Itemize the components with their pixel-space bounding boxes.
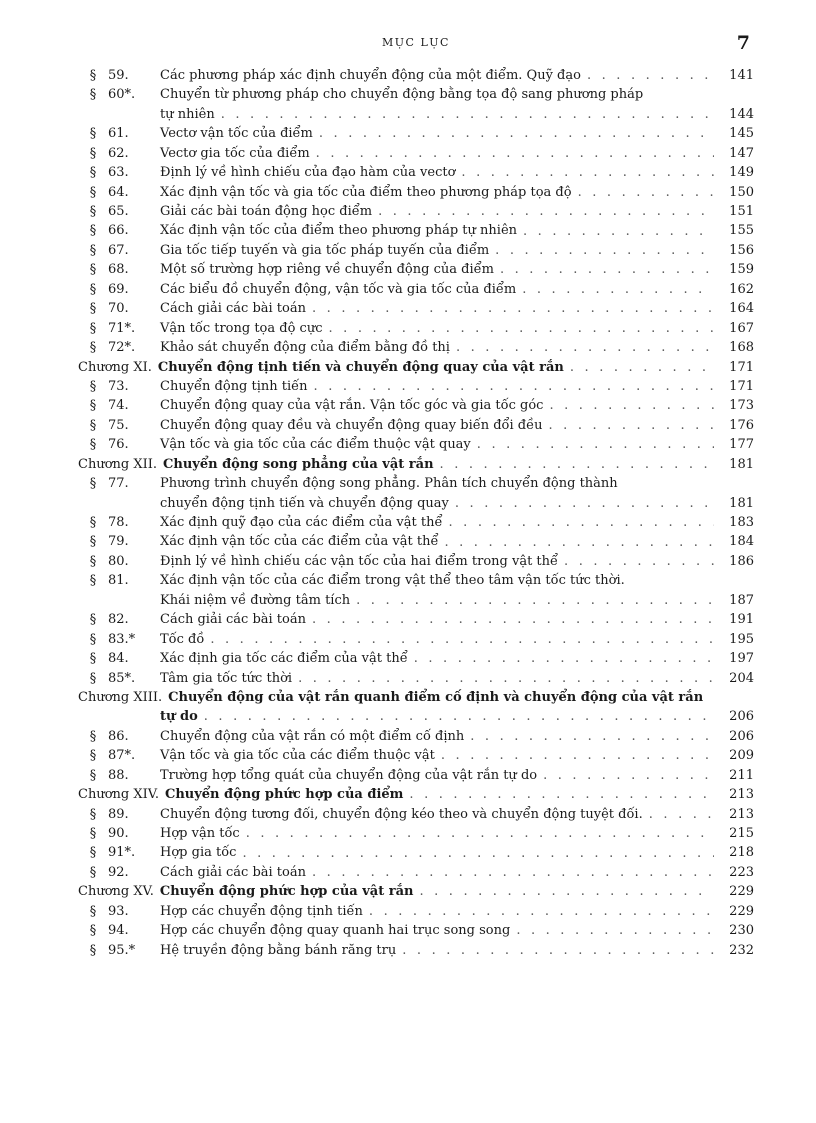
- section-number: 95.*: [108, 942, 136, 958]
- chapter-title: Chuyển động phức hợp của vật rắn: [159, 884, 414, 900]
- section-title: Xác định vận tốc và gia tốc của điểm theo phương pháp tọa độ: [160, 184, 572, 200]
- dot-leader: [578, 183, 714, 202]
- toc-section-row: [78, 766, 754, 785]
- page-ref: 168: [729, 340, 754, 356]
- dot-leader: [477, 435, 714, 454]
- toc-section-row: [78, 299, 754, 318]
- section-title: Phương trình chuyển động song phẳng. Phân tích chuyển động thành: [160, 476, 618, 492]
- section-number: 85*.: [108, 670, 136, 686]
- toc-continuation-row: [78, 707, 754, 726]
- toc-section-row: [78, 416, 754, 435]
- toc-chapter-row: [78, 882, 754, 901]
- page-ref: 181: [729, 495, 754, 511]
- section-title: Chuyển động tịnh tiến: [160, 378, 308, 394]
- section-number: 59.: [108, 67, 129, 83]
- toc-section-row: [78, 183, 754, 202]
- page-ref: 191: [729, 612, 754, 628]
- page-ref: 144: [729, 106, 754, 122]
- toc-chapter-row: [78, 688, 754, 707]
- chapter-title: Chuyển động song phẳng của vật rắn: [163, 456, 434, 472]
- section-symbol: §: [89, 826, 97, 842]
- section-symbol: §: [89, 748, 97, 764]
- dot-leader: [649, 805, 714, 824]
- section-title: Hợp vận tốc: [160, 826, 240, 842]
- dot-leader: [356, 591, 714, 610]
- page-ref: 218: [729, 845, 754, 861]
- toc-chapter-row: [78, 358, 754, 377]
- section-symbol: §: [89, 942, 97, 958]
- page-ref: 171: [729, 359, 754, 375]
- dot-leader: [312, 610, 714, 629]
- page-ref: 155: [729, 223, 754, 239]
- dot-leader: [495, 241, 714, 260]
- section-number: 91*.: [108, 845, 136, 861]
- page-ref: 141: [729, 67, 754, 83]
- dot-leader: [570, 358, 714, 377]
- toc-chapter-row: [78, 785, 754, 804]
- section-number: 69.: [108, 281, 129, 297]
- dot-leader: [455, 494, 714, 513]
- section-title: Vectơ gia tốc của điểm: [160, 145, 310, 161]
- section-symbol: §: [89, 670, 97, 686]
- section-symbol: §: [89, 903, 97, 919]
- dot-leader: [312, 863, 714, 882]
- section-symbol: §: [89, 242, 97, 258]
- page-ref: 167: [729, 320, 754, 336]
- dot-leader: [549, 396, 714, 415]
- section-number: 82.: [108, 612, 129, 628]
- dot-leader: [419, 882, 714, 901]
- section-number: 61.: [108, 126, 129, 142]
- section-symbol: §: [89, 398, 97, 414]
- toc-section-row: [78, 805, 754, 824]
- toc-section-row: [78, 513, 754, 532]
- section-symbol: §: [89, 612, 97, 628]
- section-symbol: §: [89, 923, 97, 939]
- chapter-title: Chuyển động phức hợp của điểm: [164, 787, 404, 803]
- page-ref: 162: [729, 281, 754, 297]
- chapter-label: Chương XI.: [78, 359, 152, 375]
- page-ref: 187: [729, 592, 754, 608]
- section-symbol: §: [89, 845, 97, 861]
- page-ref: 230: [729, 923, 754, 939]
- section-number: 84.: [108, 651, 129, 667]
- toc-section-row: [78, 649, 754, 668]
- toc-chapter-row: [78, 455, 754, 474]
- toc-section-row: [78, 863, 754, 882]
- dot-leader: [312, 299, 714, 318]
- dot-leader: [414, 649, 714, 668]
- page-ref: 177: [729, 437, 754, 453]
- section-number: 77.: [108, 476, 129, 492]
- section-title: Hợp gia tốc: [160, 845, 237, 861]
- dot-leader: [522, 280, 714, 299]
- chapter-title: Chuyển động tịnh tiến và chuyển động quay của vật rắn: [157, 359, 564, 375]
- toc-section-row: [78, 921, 754, 940]
- page-ref: 195: [729, 631, 754, 647]
- table-of-contents: [78, 66, 754, 960]
- section-number: 94.: [108, 923, 129, 939]
- section-symbol: §: [89, 165, 97, 181]
- page-ref: 173: [729, 398, 754, 414]
- chapter-label: Chương XV.: [78, 884, 154, 900]
- toc-continuation-row: [78, 105, 754, 124]
- toc-section-row: [78, 746, 754, 765]
- page-ref: 149: [729, 165, 754, 181]
- page-ref: 197: [729, 651, 754, 667]
- dot-leader: [409, 785, 714, 804]
- dot-leader: [319, 124, 714, 143]
- section-symbol: §: [89, 553, 97, 569]
- section-title: Các phương pháp xác định chuyển động của một điểm. Quỹ đạo: [160, 67, 581, 83]
- section-symbol: §: [89, 378, 97, 394]
- toc-section-row: [78, 338, 754, 357]
- section-title: Cách giải các bài toán: [160, 864, 306, 880]
- section-number: 93.: [108, 903, 129, 919]
- page-ref: 232: [729, 942, 754, 958]
- section-number: 60*.: [108, 87, 136, 103]
- section-number: 62.: [108, 145, 129, 161]
- toc-section-row: [78, 824, 754, 843]
- section-title: Xác định vận tốc của điểm theo phương pháp tự nhiên: [160, 223, 518, 239]
- toc-section-row: [78, 319, 754, 338]
- section-title-continued: tự do: [160, 709, 198, 725]
- dot-leader: [448, 513, 714, 532]
- section-title: Hợp các chuyển động quay quanh hai trục song song: [160, 923, 511, 939]
- toc-section-row: [78, 124, 754, 143]
- section-number: 80.: [108, 553, 129, 569]
- section-symbol: §: [89, 320, 97, 336]
- section-symbol: §: [89, 281, 97, 297]
- section-title-continued: Khái niệm về đường tâm tích: [160, 592, 351, 608]
- page-ref: 147: [729, 145, 754, 161]
- page-ref: 211: [729, 767, 754, 783]
- section-number: 72*.: [108, 340, 136, 356]
- section-title: Hợp các chuyển động tịnh tiến: [160, 903, 363, 919]
- chapter-label: Chương XIV.: [78, 787, 159, 803]
- section-title: Xác định gia tốc các điểm của vật thể: [160, 651, 408, 667]
- toc-section-row: [78, 435, 754, 454]
- toc-section-row: [78, 377, 754, 396]
- toc-section-row: [78, 844, 754, 863]
- section-title: Hệ truyền động bằng bánh răng trụ: [160, 942, 397, 958]
- chapter-label: Chương XII.: [78, 456, 158, 472]
- dot-leader: [204, 707, 714, 726]
- section-symbol: §: [89, 417, 97, 433]
- dot-leader: [298, 669, 714, 688]
- section-title: Vận tốc trong tọa độ cực: [160, 320, 323, 336]
- page-ref: 215: [729, 826, 754, 842]
- toc-section-row: [78, 669, 754, 688]
- page-ref: 223: [729, 864, 754, 880]
- chapter-title: Chuyển động của vật rắn quanh điểm cố định và chuyển động của vật rắn: [168, 689, 704, 705]
- toc-section-row: [78, 66, 754, 85]
- dot-leader: [523, 222, 714, 241]
- section-number: 74.: [108, 398, 129, 414]
- page-ref: 213: [729, 806, 754, 822]
- dot-leader: [210, 630, 714, 649]
- toc-section-row: [78, 222, 754, 241]
- section-title: Xác định quỹ đạo của các điểm của vật thể: [160, 515, 443, 531]
- toc-section-row: [78, 260, 754, 279]
- section-number: 67.: [108, 242, 129, 258]
- dot-leader: [470, 727, 714, 746]
- section-number: 79.: [108, 534, 129, 550]
- section-symbol: §: [89, 651, 97, 667]
- dot-leader: [549, 416, 715, 435]
- page-ref: 186: [729, 553, 754, 569]
- section-symbol: §: [89, 806, 97, 822]
- section-title: Một số trường hợp riêng về chuyển động của điểm: [160, 262, 494, 278]
- dot-leader: [378, 202, 714, 221]
- toc-section-row: [78, 610, 754, 629]
- section-title: Cách giải các bài toán: [160, 301, 306, 317]
- page-number: 7: [736, 32, 750, 54]
- section-symbol: §: [89, 340, 97, 356]
- section-symbol: §: [89, 145, 97, 161]
- section-number: 92.: [108, 864, 129, 880]
- chapter-label: Chương XIII.: [78, 689, 163, 705]
- page-ref: 145: [729, 126, 754, 142]
- dot-leader: [242, 844, 714, 863]
- section-title: Định lý về hình chiếu các vận tốc của hai điểm trong vật thể: [160, 553, 559, 569]
- toc-section-row: [78, 571, 754, 590]
- section-title: Tốc đồ: [160, 631, 205, 647]
- section-title: Chuyển từ phương pháp cho chuyển động bằng tọa độ sang phương pháp: [160, 87, 644, 103]
- dot-leader: [456, 338, 714, 357]
- page-ref: 206: [729, 728, 754, 744]
- toc-section-row: [78, 474, 754, 493]
- dot-leader: [500, 260, 714, 279]
- section-title: Chuyển động quay đều và chuyển động quay biến đổi đều: [160, 417, 543, 433]
- page-ref: 184: [729, 534, 754, 550]
- section-title: Tâm gia tốc tức thời: [160, 670, 293, 686]
- section-title: Định lý về hình chiếu của đạo hàm của vectơ: [160, 165, 456, 181]
- section-symbol: §: [89, 204, 97, 220]
- page-ref: 164: [729, 301, 754, 317]
- section-symbol: §: [89, 728, 97, 744]
- running-title: MỤC LỤC: [382, 36, 450, 49]
- page-ref: 150: [729, 184, 754, 200]
- section-number: 81.: [108, 573, 129, 589]
- toc-section-row: [78, 630, 754, 649]
- section-symbol: §: [89, 767, 97, 783]
- page-ref: 206: [729, 709, 754, 725]
- section-symbol: §: [89, 184, 97, 200]
- section-number: 76.: [108, 437, 129, 453]
- toc-section-row: [78, 85, 754, 104]
- page-ref: 181: [729, 456, 754, 472]
- section-number: 65.: [108, 204, 129, 220]
- page-ref: 156: [729, 242, 754, 258]
- section-number: 70.: [108, 301, 129, 317]
- section-symbol: §: [89, 437, 97, 453]
- section-number: 88.: [108, 767, 129, 783]
- section-symbol: §: [89, 631, 97, 647]
- section-symbol: §: [89, 864, 97, 880]
- toc-section-row: [78, 144, 754, 163]
- section-symbol: §: [89, 301, 97, 317]
- dot-leader: [440, 455, 714, 474]
- section-symbol: §: [89, 223, 97, 239]
- dot-leader: [316, 144, 714, 163]
- section-title: Chuyển động quay của vật rắn. Vận tốc góc và gia tốc góc: [160, 398, 544, 414]
- section-number: 89.: [108, 806, 129, 822]
- section-number: 87*.: [108, 748, 136, 764]
- section-number: 86.: [108, 728, 129, 744]
- section-title: Gia tốc tiếp tuyến và gia tốc pháp tuyến của điểm: [160, 242, 490, 258]
- dot-leader: [246, 824, 714, 843]
- dot-leader: [516, 921, 714, 940]
- toc-section-row: [78, 163, 754, 182]
- dot-leader: [543, 766, 714, 785]
- dot-leader: [314, 377, 714, 396]
- toc-section-row: [78, 941, 754, 960]
- section-symbol: §: [89, 87, 97, 103]
- section-symbol: §: [89, 476, 97, 492]
- toc-continuation-row: [78, 494, 754, 513]
- dot-leader: [441, 746, 714, 765]
- dot-leader: [444, 533, 714, 552]
- section-number: 71*.: [108, 320, 136, 336]
- section-title: Cách giải các bài toán: [160, 612, 306, 628]
- section-title: Vận tốc và gia tốc của các điểm thuộc vật quay: [160, 437, 471, 453]
- toc-section-row: [78, 396, 754, 415]
- section-title: Chuyển động tương đối, chuyển động kéo theo và chuyển động tuyệt đối.: [160, 806, 643, 822]
- section-title: Chuyển động của vật rắn có một điểm cố định: [160, 728, 465, 744]
- section-symbol: §: [89, 262, 97, 278]
- page-ref: 183: [729, 515, 754, 531]
- section-number: 64.: [108, 184, 129, 200]
- page-ref: 159: [729, 262, 754, 278]
- toc-section-row: [78, 902, 754, 921]
- toc-section-row: [78, 241, 754, 260]
- toc-section-row: [78, 202, 754, 221]
- section-number: 83.*: [108, 631, 136, 647]
- section-number: 90.: [108, 826, 129, 842]
- page-header: [78, 32, 754, 54]
- dot-leader: [564, 552, 714, 571]
- page-ref: 204: [729, 670, 754, 686]
- section-title-continued: tự nhiên: [160, 106, 215, 122]
- section-symbol: §: [89, 534, 97, 550]
- section-title: Giải các bài toán động học điểm: [160, 204, 373, 220]
- section-symbol: §: [89, 126, 97, 142]
- page-ref: 176: [729, 417, 754, 433]
- dot-leader: [461, 163, 714, 182]
- page-ref: 229: [729, 903, 754, 919]
- toc-section-row: [78, 552, 754, 571]
- section-title-continued: chuyển động tịnh tiến và chuyển động quay: [160, 495, 449, 511]
- page-ref: 171: [729, 378, 754, 394]
- dot-leader: [369, 902, 714, 921]
- toc-section-row: [78, 727, 754, 746]
- section-title: Các biểu đồ chuyển động, vận tốc và gia tốc của điểm: [160, 281, 517, 297]
- page-ref: 151: [729, 204, 754, 220]
- section-symbol: §: [89, 573, 97, 589]
- section-title: Vectơ vận tốc của điểm: [160, 126, 313, 142]
- section-number: 75.: [108, 417, 129, 433]
- section-symbol: §: [89, 67, 97, 83]
- dot-leader: [221, 105, 714, 124]
- dot-leader: [587, 66, 714, 85]
- section-title: Khảo sát chuyển động của điểm bằng đồ thị: [160, 340, 450, 356]
- dot-leader: [328, 319, 714, 338]
- section-number: 63.: [108, 165, 129, 181]
- section-number: 68.: [108, 262, 129, 278]
- dot-leader: [402, 941, 714, 960]
- toc-section-row: [78, 533, 754, 552]
- section-title: Vận tốc và gia tốc của các điểm thuộc vật: [160, 748, 435, 764]
- page-ref: 229: [729, 884, 754, 900]
- section-title: Trường hợp tổng quát của chuyển động của vật rắn tự do: [160, 767, 538, 783]
- section-title: Xác định vận tốc của các điểm trong vật thể theo tâm vận tốc tức thời.: [160, 573, 625, 589]
- section-symbol: §: [89, 515, 97, 531]
- section-number: 66.: [108, 223, 129, 239]
- section-number: 78.: [108, 515, 129, 531]
- toc-continuation-row: [78, 591, 754, 610]
- toc-section-row: [78, 280, 754, 299]
- section-title: Xác định vận tốc của các điểm của vật thể: [160, 534, 439, 550]
- page-ref: 209: [729, 748, 754, 764]
- section-number: 73.: [108, 378, 129, 394]
- page-ref: 213: [729, 787, 754, 803]
